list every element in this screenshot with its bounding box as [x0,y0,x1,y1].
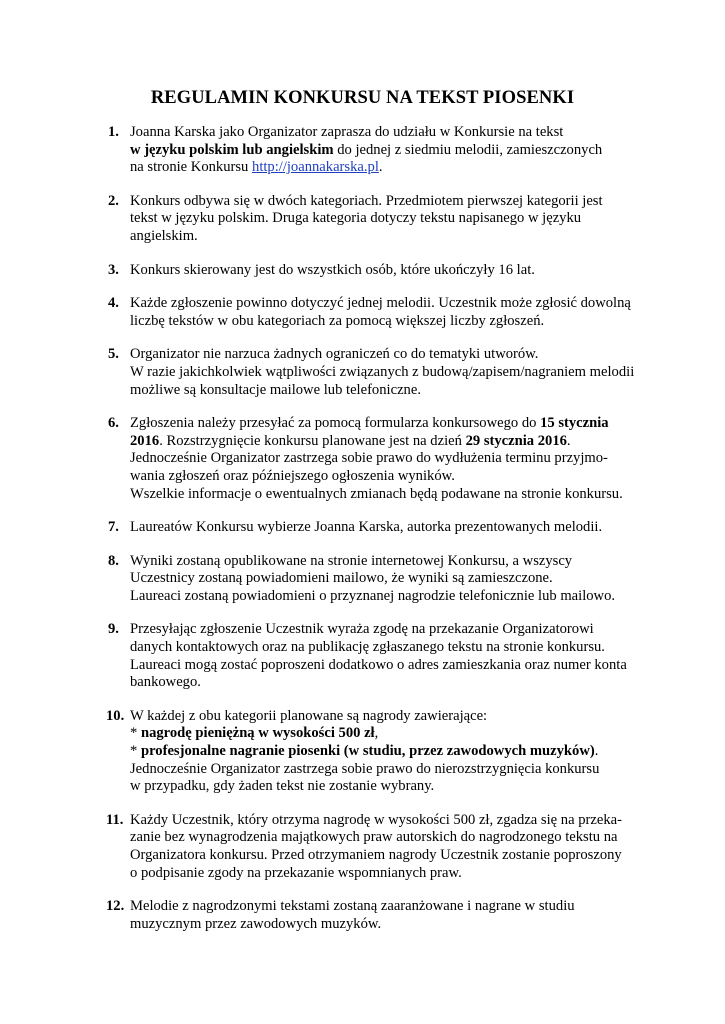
text: do jednej z siedmiu melodii, zamieszczonych [333,141,603,158]
rule-line [130,553,643,571]
rule-number: 12. [106,898,125,915]
rule-item [108,519,643,537]
rule-line [130,433,643,451]
rule-item [108,621,643,691]
bold-text: nagrodę pieniężną w wysokości 500 zł [140,725,375,742]
text: liczbę tekstów w obu kategoriach za pomocą większej liczby zgłoszeń. [130,312,545,329]
rule-line [130,674,643,692]
text: Laureaci zostaną powiadomieni o przyznanej nagrodzie telefonicznie lub mailowo. [130,587,616,604]
text: Zgłoszenia należy przesyłać za pomocą formularza konkursowego do [130,415,541,432]
text: muzycznym przez zawodowych muzyków. [130,915,382,932]
website-link[interactable]: http://joannakarska.pl [252,159,379,176]
rule-line [130,639,643,657]
text: W razie jakichkolwiek wątpliwości związanych z budową/zapisem/nagraniem melodii [130,363,635,380]
bold-text: w języku polskim lub angielskim [130,141,334,158]
bold-text: 2016 [130,432,160,449]
text: Joanna Karska jako Organizator zaprasza do udziału w Konkursie na tekst [130,124,564,140]
rule-number: 1. [108,124,119,140]
rules-list [108,124,643,933]
rule-line [130,262,643,280]
rule-line [130,708,643,726]
rule-item [108,415,643,503]
text: Laureatów Konkursu wybierze Joanna Karska, autorka prezentowanych melodii. [130,519,603,536]
rule-line [130,210,643,228]
text: w przypadku, gdy żaden tekst nie zostanie wybrany. [130,778,435,795]
rule-line [130,450,643,468]
rule-number: 10. [106,707,125,724]
rule-item [108,553,643,606]
rule-line [130,228,643,246]
text: angielskim. [130,227,198,244]
rule-item [108,708,643,796]
rule-line [130,382,643,400]
rule-line [130,486,643,504]
rule-line [130,725,643,743]
rule-line [130,313,643,331]
rule-line [130,829,643,847]
rule-number: 9. [108,621,119,638]
text: Uczestnicy zostaną powiadomieni mailowo, że wyniki są zamieszczone. [130,570,553,587]
rule-line [130,468,643,486]
rule-number: 5. [108,346,119,363]
rule-number: 8. [108,552,119,569]
text: . Rozstrzygnięcie konkursu planowane jest na dzień [159,432,466,449]
rule-line [130,142,643,160]
text: * [130,743,141,760]
rule-item [108,812,643,882]
rule-item [108,346,643,399]
rule-line [130,346,643,364]
rule-line [130,847,643,865]
text: bankowego. [130,674,201,691]
text: na stronie Konkursu [130,159,253,176]
rule-number: 3. [108,261,119,278]
rule-line [130,761,643,779]
text: . [378,159,383,176]
rule-number: 2. [108,192,119,209]
rule-line [130,898,643,916]
text: . [566,432,571,449]
text: Wyniki zostaną opublikowane na stronie internetowej Konkursu, a wszyscy [130,552,573,569]
rule-line [130,812,643,830]
rule-number: 7. [108,519,119,536]
text: wania zgłoszeń oraz późniejszego ogłoszenia wyników. [130,467,455,484]
text: Konkurs skierowany jest do wszystkich osób, które ukończyły 16 lat. [130,261,535,278]
text: , [374,725,379,742]
text: tekst w języku polskim. Druga kategoria dotyczy tekstu napisanego w języku [130,210,582,227]
rule-item [108,295,643,330]
rule-number: 11. [106,811,124,828]
rule-line [130,657,643,675]
text: Organizator nie narzuca żadnych ograniczeń co do tematyki utworów. [130,346,539,363]
rule-item [108,193,643,246]
rule-line [130,916,643,934]
rule-line [130,865,643,883]
text: . [594,743,599,760]
text: Organizatora konkursu. Przed otrzymaniem nagrody Uczestnik zostanie poproszony [130,847,622,863]
rule-item [108,898,643,933]
text: o podpisanie zgody na przekazanie wspomnianych praw. [130,864,462,881]
rule-line [130,295,643,313]
rule-line [130,159,643,177]
rule-number: 4. [108,295,119,312]
text: Każdy Uczestnik, który otrzyma nagrodę w wysokości 500 zł, zgadza się na przeka- [130,811,622,828]
rule-item [108,262,643,280]
rule-line [130,778,643,796]
text: możliwe są konsultacje mailowe lub telefoniczne. [130,381,421,398]
rule-item [108,124,643,177]
rule-line [130,570,643,588]
rule-line [130,743,643,761]
text: Jednocześnie Organizator zastrzega sobie prawo do nierozstrzygnięcia konkursu [130,760,600,777]
rule-line [130,519,643,537]
rule-number: 6. [108,415,119,432]
bold-text: 15 stycznia [540,415,609,432]
rule-line [130,415,643,433]
text: zanie bez wynagrodzenia majątkowych praw autorskich do nagrodzonego tekstu na [130,829,618,846]
text: W każdej z obu kategorii planowane są nagrody zawierające: [130,707,488,724]
rule-line [130,364,643,382]
rule-line [130,588,643,606]
text: Konkurs odbywa się w dwóch kategoriach. Przedmiotem pierwszej kategorii jest [130,192,603,209]
text: Każde zgłoszenie powinno dotyczyć jednej melodii. Uczestnik może zgłosić dowolną [130,295,631,312]
text: Przesyłając zgłoszenie Uczestnik wyraża zgodę na przekazanie Organizatorowi [130,621,594,638]
text: Wszelkie informacje o ewentualnych zmianach będą podawane na stronie konkursu. [130,485,623,502]
document-title: REGULAMIN KONKURSU NA TEKST PIOSENKI [150,88,575,108]
rule-line [130,124,643,142]
text: danych kontaktowych oraz na publikację zgłaszanego tekstu na stronie konkursu. [130,639,605,656]
bold-text: 29 stycznia 2016 [465,432,567,449]
text: * [130,725,141,742]
text: Melodie z nagrodzonymi tekstami zostaną zaaranżowane i nagrane w studiu [130,898,575,915]
bold-text: profesjonalne nagranie piosenki (w studiu, przez zawodowych muzyków) [140,743,595,760]
text: Jednocześnie Organizator zastrzega sobie prawo do wydłużenia terminu przyjmo- [130,450,608,467]
rule-line [130,621,643,639]
text: Laureaci mogą zostać poproszeni dodatkowo o adres zamieszkania oraz numer konta [130,656,627,673]
rule-line [130,193,643,211]
